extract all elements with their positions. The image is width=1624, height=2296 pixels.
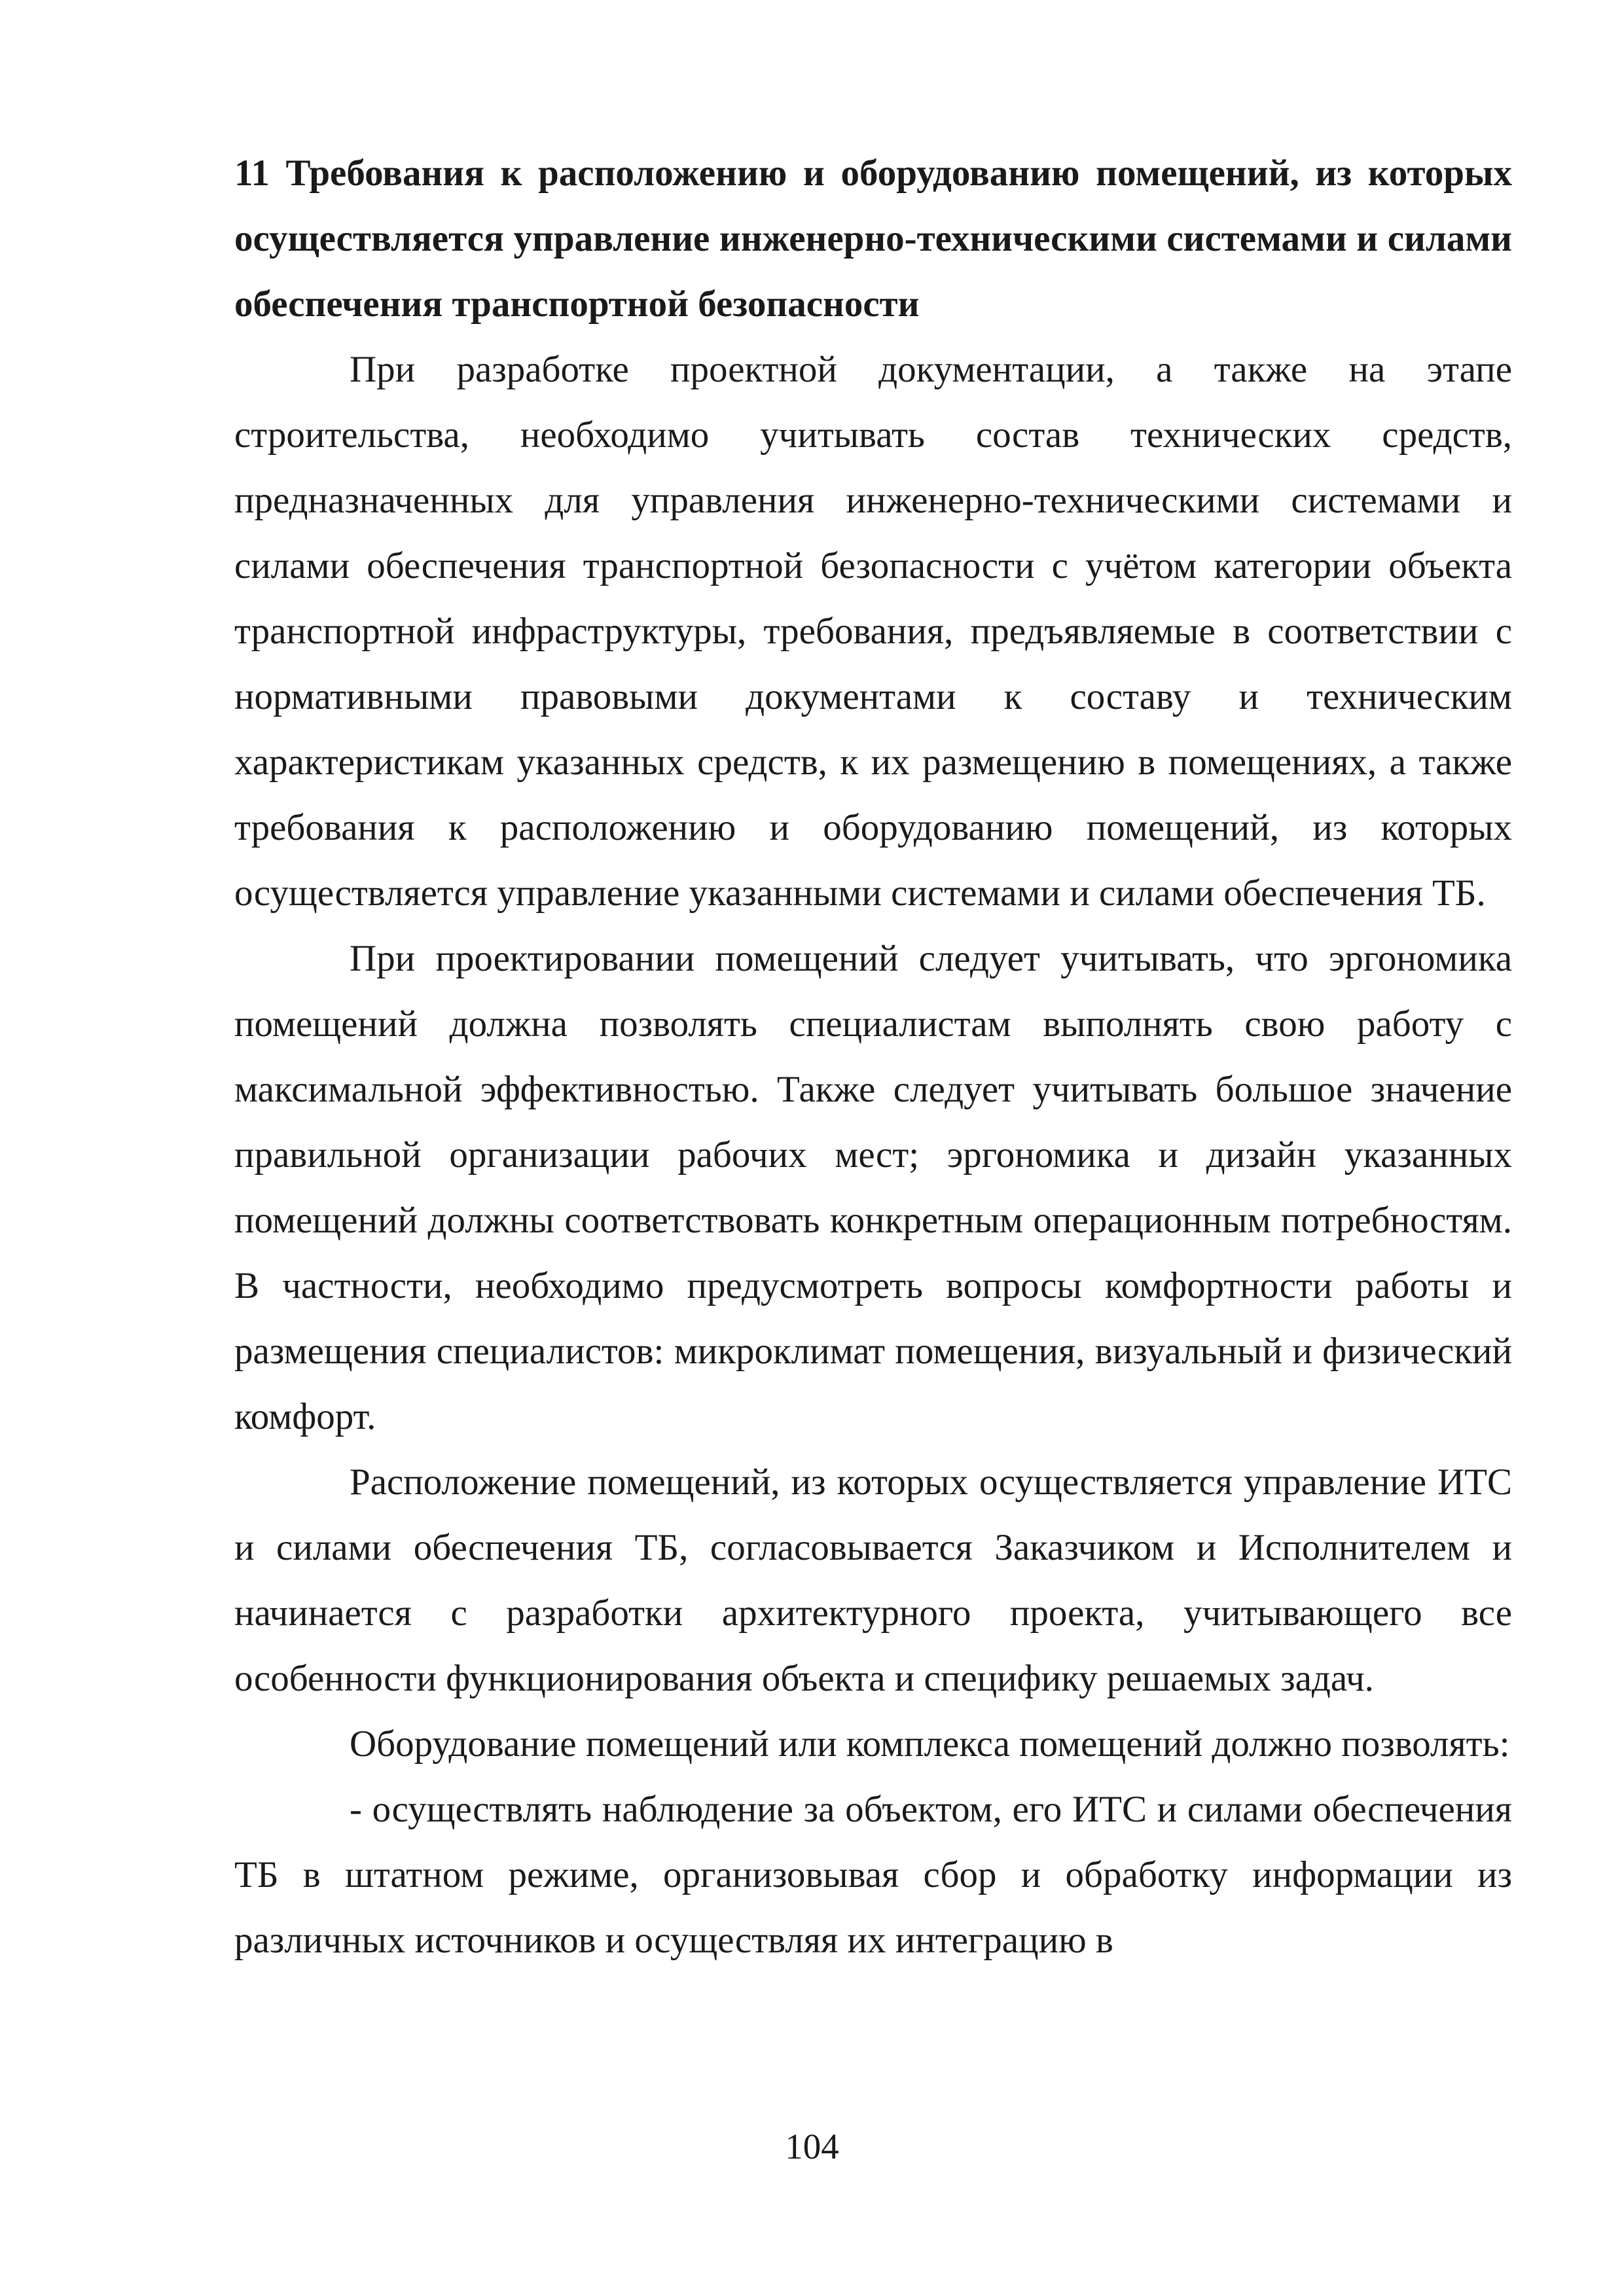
page-number: 104 xyxy=(785,2126,839,2166)
document-body xyxy=(234,141,1512,1973)
paragraph-room-location: Расположение помещений, из которых осуществляется управление ИТС и силами обеспечения ТБ, согласовывается Заказчиком и Исполнителем и начинается с разработки архитектурного проекта, учитывающего все особенности функционирования объекта и специфику решаемых задач. xyxy=(234,1462,1512,1699)
paragraph-ergonomics: При проектировании помещений следует учитывать, что эргономика помещений должна позволять специалистам выполнять свою работу с максимальной эффективностью. Также следует учитывать большое значение правильной организации рабочих мест; эргономика и дизайн указанных помещений должны соответствовать конкретным операционным потребностям. В частности, необходимо предусмотреть вопросы комфортности работы и размещения специалистов: микроклимат помещения, визуальный и физический комфорт. xyxy=(234,938,1512,1437)
list-item-monitoring: - осуществлять наблюдение за объектом, его ИТС и силами обеспечения ТБ в штатном режиме, организовывая сбор и обработку информации из различных источников и осуществляя их интеграцию в xyxy=(234,1789,1512,1961)
section-heading: 11 Требования к расположению и оборудованию помещений, из которых осуществляется управление инженерно-техническими системами и силами обеспечения транспортной безопасности xyxy=(234,152,1512,325)
paragraph-design-documentation: При разработке проектной документации, а также на этапе строительства, необходимо учитывать состав технических средств, предназначенных для управления инженерно-техническими системами и силами обеспечения транспортной безопасности с учётом категории объекта транспортной инфраструктуры, требования, предъявляемые в соответствии с нормативными правовыми документами к составу и техническим характеристикам указанных средств, к их размещению в помещениях, а также требования к расположению и оборудованию помещений, из которых осуществляется управление указанными системами и силами обеспечения ТБ. xyxy=(234,349,1512,914)
paragraph-equipment-intro: Оборудование помещений или комплекса помещений должно позволять: xyxy=(350,1723,1510,1765)
